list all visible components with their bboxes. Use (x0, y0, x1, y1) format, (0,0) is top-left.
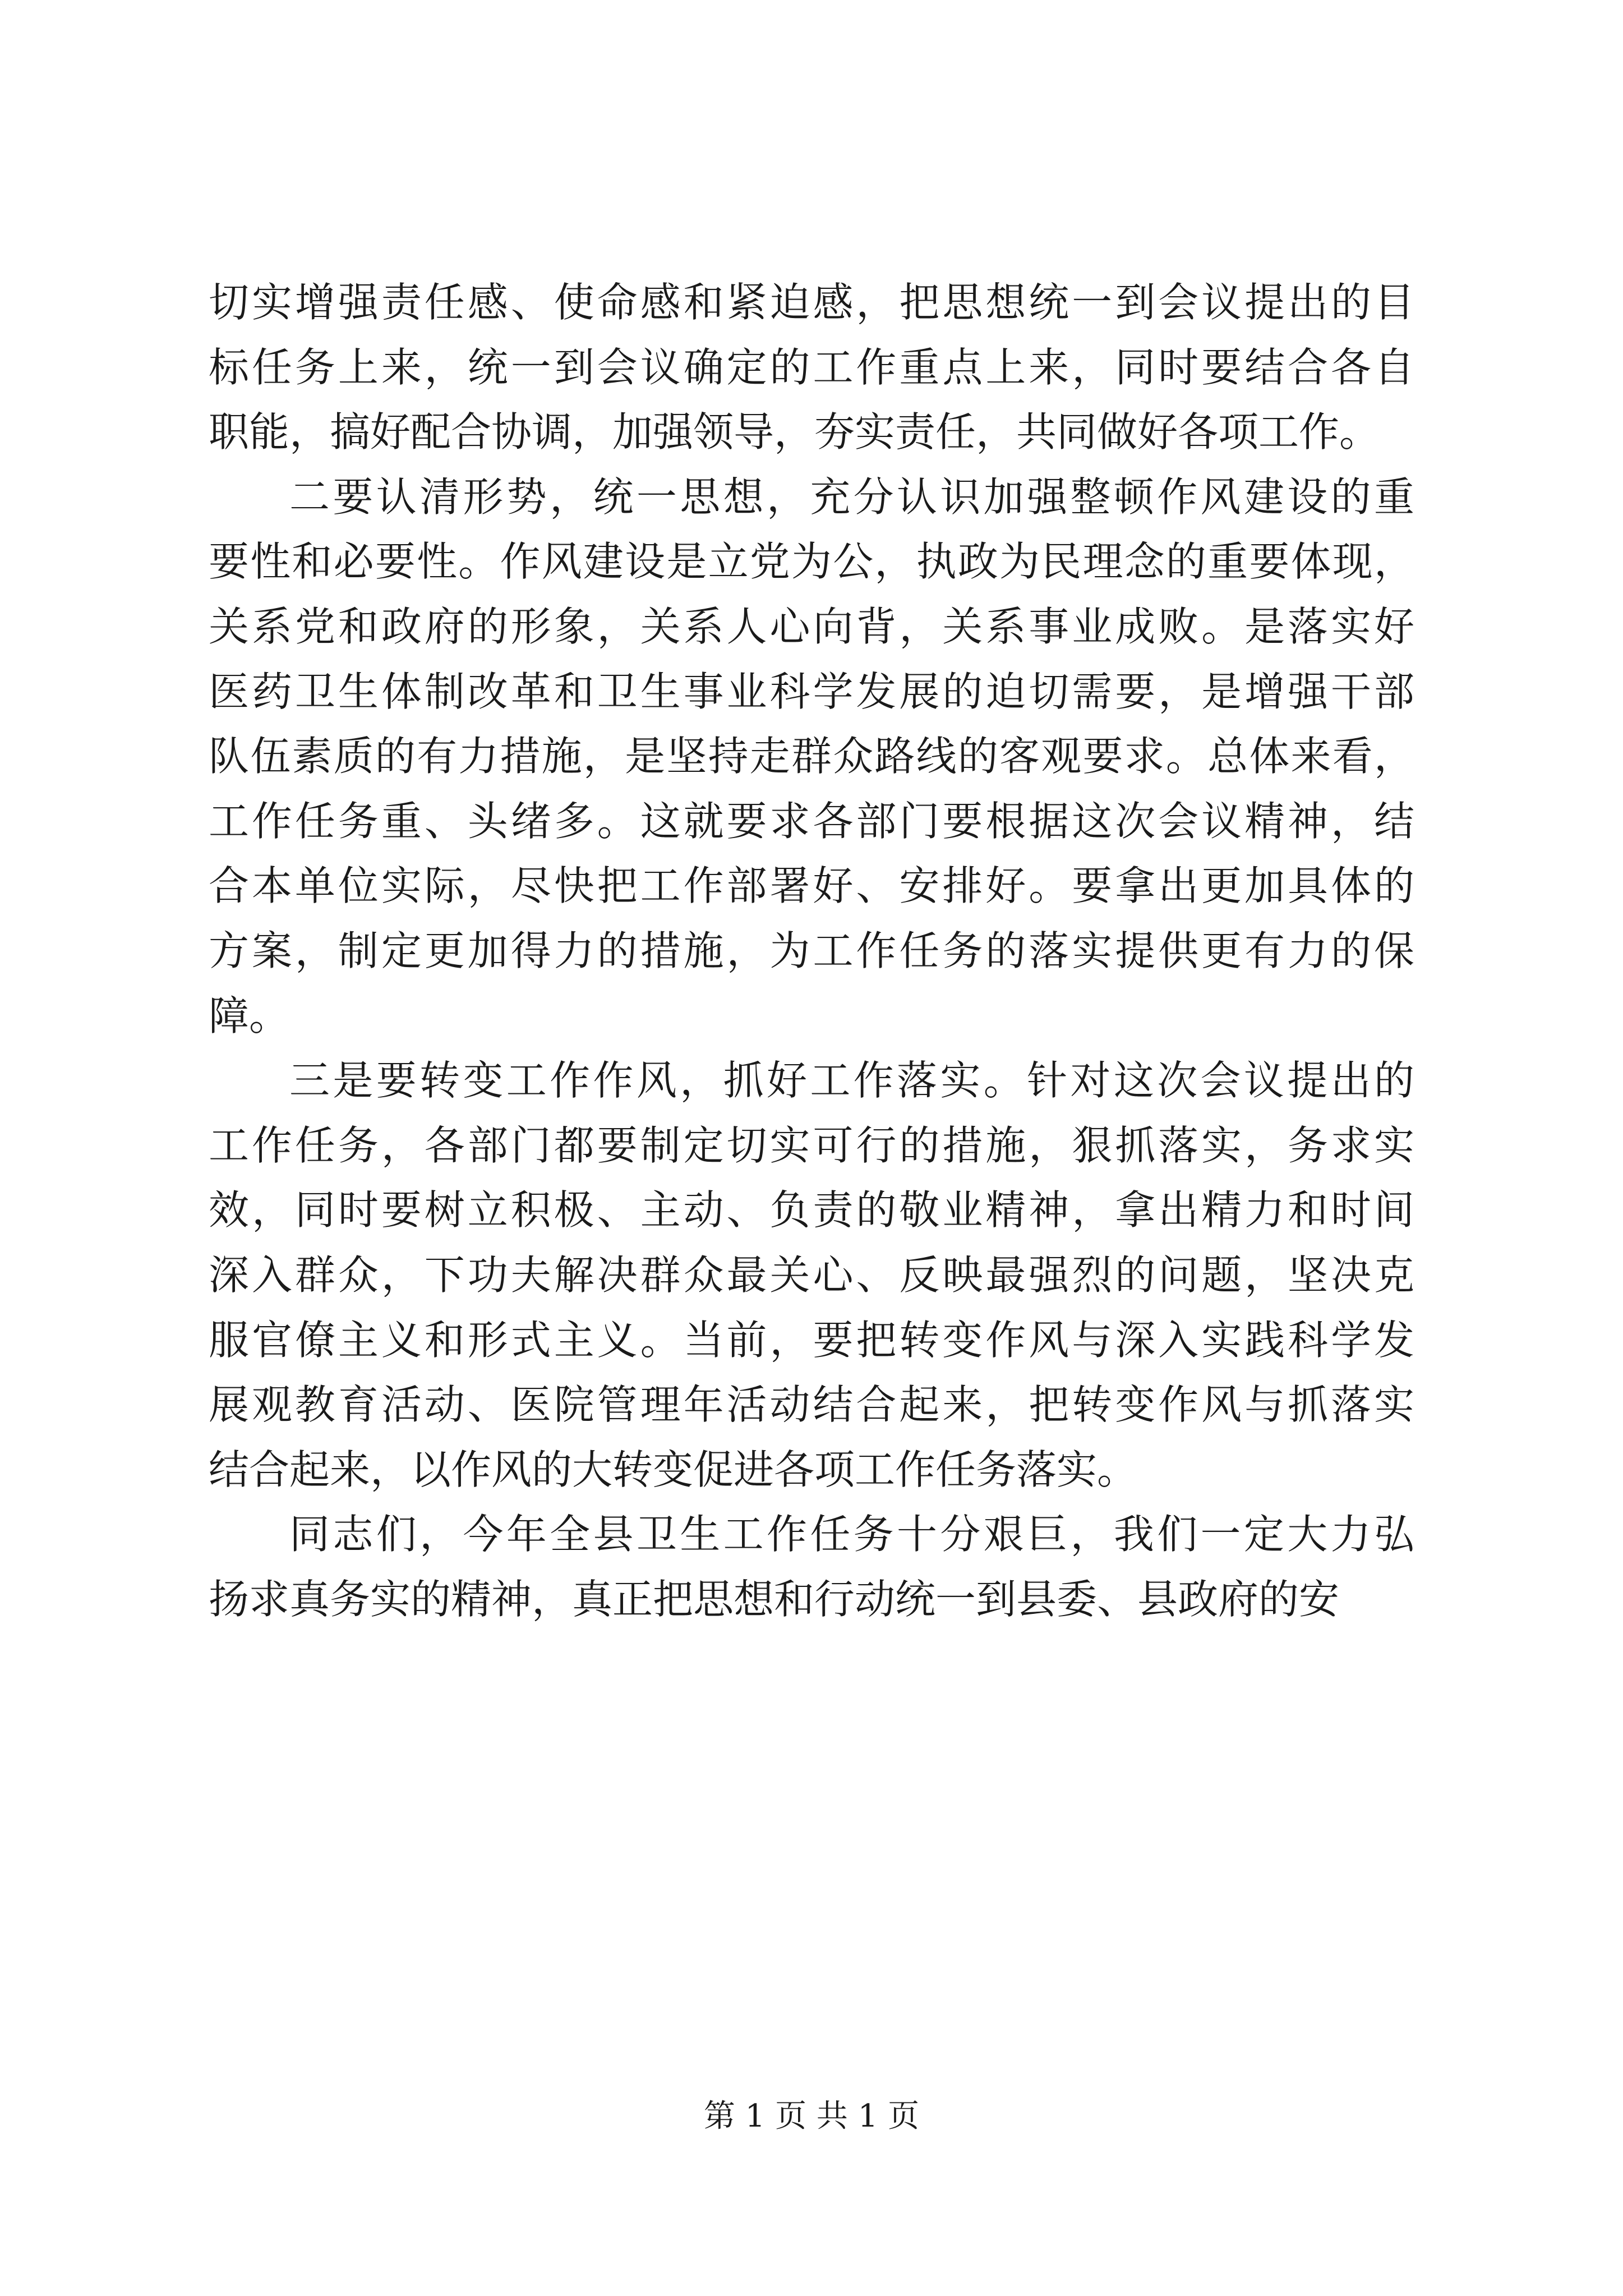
document-body (209, 274, 1414, 1635)
text-line: 二要认清形势，统一思想，充分认识加强整顿作风建设的重 (289, 473, 1414, 521)
text-line: 切实增强责任感、使命感和紧迫感，把思想统一到会议提出的目 (209, 279, 1414, 326)
text-line: 扬求真务实的精神，真正把思想和行动统一到县委、县政府的安 (209, 1575, 1340, 1623)
paragraph (209, 1506, 1414, 1628)
text-line: 同志们，今年全县卫生工作任务十分艰巨，我们一定大力弘 (289, 1511, 1414, 1558)
text-line: 深入群众，下功夫解决群众最关心、反映最强烈的问题，坚决克 (209, 1251, 1414, 1299)
text-line: 效，同时要树立积极、主动、负责的敬业精神，拿出精力和时间 (209, 1186, 1414, 1234)
text-line: 服官僚主义和形式主义。当前，要把转变作风与深入实践科学发 (209, 1316, 1414, 1364)
text-line: 医药卫生体制改革和卫生事业科学发展的迫切需要，是增强干部 (209, 668, 1414, 715)
text-line: 障。 (209, 992, 290, 1039)
text-line: 展观教育活动、医院管理年活动结合起来，把转变作风与抓落实 (209, 1381, 1414, 1429)
text-line: 关系党和政府的形象，关系人心向背，关系事业成败。是落实好 (209, 602, 1414, 650)
text-line: 职能，搞好配合协调，加强领导，夯实责任，共同做好各项工作。 (209, 408, 1380, 456)
text-line: 结合起来，以作风的大转变促进各项工作任务落实。 (209, 1446, 1138, 1493)
text-line: 工作任务重、头绪多。这就要求各部门要根据这次会议精神，结 (209, 797, 1414, 845)
text-line: 工作任务，各部门都要制定切实可行的措施，狠抓落实，务求实 (209, 1121, 1414, 1169)
text-line: 三是要转变工作作风，抓好工作落实。针对这次会议提出的 (289, 1057, 1414, 1105)
paragraph (209, 1052, 1414, 1498)
text-line: 合本单位实际，尽快把工作部署好、安排好。要拿出更加具体的 (209, 862, 1414, 910)
paragraph (209, 274, 1414, 461)
paragraph (209, 468, 1414, 1045)
text-line: 方案，制定更加得力的措施，为工作任务的落实提供更有力的保 (209, 927, 1414, 974)
page-footer: 第 1 页 共 1 页 (703, 2098, 920, 2134)
text-line: 队伍素质的有力措施，是坚持走群众路线的客观要求。总体来看， (209, 733, 1414, 780)
text-line: 要性和必要性。作风建设是立党为公，执政为民理念的重要体现， (209, 538, 1414, 586)
text-line: 标任务上来，统一到会议确定的工作重点上来，同时要结合各自 (209, 343, 1414, 391)
